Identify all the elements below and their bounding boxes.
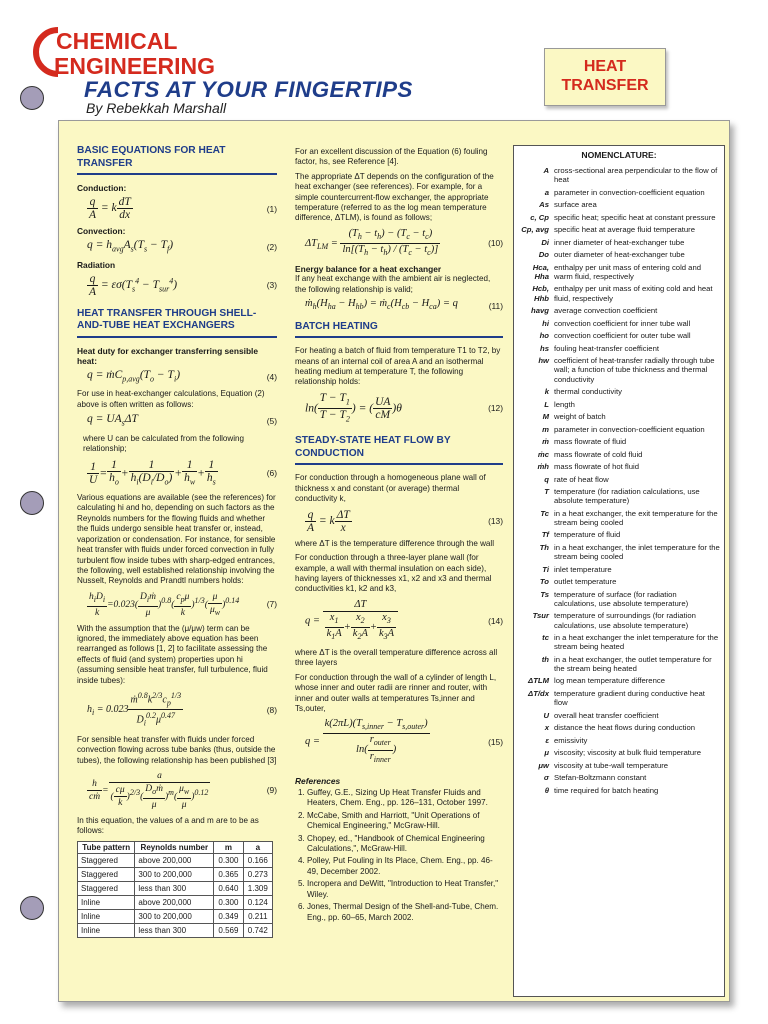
- list-item: [518, 655, 720, 673]
- nomenclature-symbol: μw: [538, 760, 549, 770]
- binder-hole-icon: [20, 896, 44, 920]
- binder-hole-icon: [20, 86, 44, 110]
- equation-1: $\frac{q}{A}$ = k $\frac{dT}{dx}$ (1): [89, 196, 277, 222]
- conduction-label: Conduction:: [77, 183, 127, 193]
- brand-line2: ENGINEERING: [54, 53, 216, 79]
- list-item: 4. Polley, Put Fouling in Its Place, Chem. Eng., pp. 46-49, December 2002.: [307, 856, 503, 877]
- table-cell: 300 to 200,000: [135, 910, 214, 924]
- nomenclature-definition: enthalpy per unit mass of exiting cold and heat fluid, respectively: [554, 284, 713, 303]
- list-item: [518, 425, 720, 434]
- nomenclature-definition: rate of heat flow: [554, 474, 609, 484]
- section-title-steady-state: STEADY-STATE HEAT FLOW BY CONDUCTION: [295, 435, 451, 459]
- list-item: [518, 400, 720, 409]
- list-item: [518, 723, 720, 732]
- paragraph: where ΔT is the overall temperature difference across all three layers: [295, 647, 498, 668]
- list-item: [518, 475, 720, 484]
- table-row: [78, 882, 273, 896]
- nomenclature-symbol: ṁc: [537, 449, 549, 459]
- nomenclature-box: [513, 145, 725, 997]
- equation-15: q = $k(2\pi L)(T_{s,inner} - T_{s,outer})$ ln( $\frac{r_{outer}}{r_{inner}}$ ) (15): [305, 718, 503, 764]
- list-item: [518, 786, 720, 795]
- nomenclature-definition: outer diameter of heat-exchanger tube: [554, 250, 685, 260]
- table-cell: Staggered: [78, 854, 135, 868]
- list-item: [518, 773, 720, 782]
- nomenclature-definition: parameter in convection-coefficient equation: [554, 424, 705, 434]
- list-item: [518, 319, 720, 328]
- section-title-shell-tube: HEAT TRANSFER THROUGH SHELL-AND-TUBE HEAT EXCHANGERS: [77, 307, 257, 332]
- nomenclature-symbol: hs: [540, 343, 549, 353]
- nomenclature-title: NOMENCLATURE:: [581, 150, 657, 160]
- list-item: [518, 711, 720, 720]
- table-cell: Staggered: [78, 868, 135, 882]
- list-item: [518, 331, 720, 340]
- nomenclature-definition: mass flowrate of fluid: [554, 437, 627, 447]
- nomenclature-symbol: Hcb, Hhb: [532, 284, 549, 303]
- nomenclature-symbol: μ: [544, 748, 549, 758]
- table-cell: 0.365: [214, 868, 243, 882]
- nomenclature-definition: temperature of surroundings (for radiation calculations, use absolute temperature): [554, 611, 696, 630]
- table-cell: 0.273: [243, 868, 272, 882]
- paragraph: Various equations are available (see the references) for calculating hi and ho, depending on such factors as the Reynolds numbers for the flowing fluids and whether the fluids undergo sensible heat transfer or, instead, vaporization or condensation. For instance, for sensible heat transfer with fluids under forced convection in fully turbulent flow inside tubes with sharp-edged entrances, the following, well established relationship involving the Nusselt, Reynolds and Prandtl numbers holds:: [77, 493, 276, 586]
- list-item: [518, 225, 720, 234]
- nomenclature-symbol: m: [542, 424, 549, 434]
- paragraph: For conduction through a homogeneous plane wall of thickness x and constant (or average) thermal conductivity k,: [295, 473, 486, 504]
- paragraph: For heating a batch of fluid from temperature T1 to T2, by means of an internal coil of area A and an isothermal heating medium at temperature T, the following relationship holds:: [295, 346, 501, 387]
- section-title-batch: BATCH HEATING: [295, 320, 378, 332]
- radiation-label: Radiation: [77, 259, 116, 270]
- convection-label: Convection:: [77, 226, 126, 237]
- table-row: [78, 896, 273, 910]
- list-item: [518, 412, 720, 421]
- nomenclature-definition: parameter in convection-coefficient equation: [554, 187, 705, 197]
- table-cell: 0.211: [243, 910, 272, 924]
- table-cell: Inline: [78, 896, 135, 910]
- equation-13: $\frac{q}{A}$ = k $\frac{\Delta T}{x}$ (13): [307, 508, 503, 534]
- nomenclature-definition: viscosity at tube-wall temperature: [554, 760, 669, 770]
- nomenclature-definition: in a heat exchanger, the exit temperature for the stream being cooled: [554, 508, 718, 527]
- nomenclature-definition: in a heat exchanger, the outlet temperature for the stream being heated: [554, 654, 712, 673]
- section-rule: [77, 336, 277, 338]
- nomenclature-symbol: Tsur: [532, 611, 549, 621]
- nomenclature-definition: mass flowrate of hot fluid: [554, 462, 640, 472]
- nomenclature-symbol: ṁ: [542, 437, 549, 447]
- nomenclature-symbol: To: [539, 577, 549, 587]
- equation-6: $\frac{1}{U}$ = $\frac{1}{h_o}$ + $\frac{1}{h_i(D_i/D_o)}$ + $\frac{1}{h_w}$ + $\frac{1}{h_s}$ (6): [89, 458, 277, 487]
- nomenclature-definition: length: [554, 399, 575, 409]
- equation-14: q = ΔT $\frac{x_1}{k_1A}$ + $\frac{x_2}{k_2A}$ + $\frac{x_3}{k_3A}$ (14): [305, 598, 503, 641]
- nomenclature-symbol: σ: [543, 773, 549, 783]
- tube-pattern-table: [77, 841, 273, 939]
- table-cell: Inline: [78, 924, 135, 938]
- list-item: [518, 238, 720, 247]
- list-item: [518, 450, 720, 459]
- energy-balance-label: Energy balance for a heat exchanger: [295, 264, 442, 275]
- topic-line2: TRANSFER: [561, 77, 649, 94]
- list-item: 1. Guffey, G.E., Sizing Up Heat Transfer Fluids and Heaters, Chem. Eng., pp. 126–131, October 1997.: [307, 788, 503, 809]
- references-title: References: [295, 775, 341, 786]
- nomenclature-definition: convection coefficient for outer tube wall: [554, 331, 691, 341]
- table-header: a: [243, 841, 272, 854]
- paragraph: For conduction through the wall of a cylinder of length L, whose inner and outer radii are rinner and router, with inner and outer walls at temperatures Ts,inner and Ts,outer,: [295, 672, 497, 713]
- table-header: m: [214, 841, 243, 854]
- table-cell: 0.166: [243, 854, 272, 868]
- nomenclature-symbol: c, Cp: [530, 212, 549, 222]
- table-row: [78, 854, 273, 868]
- fact-card: [58, 120, 730, 1002]
- section-title-basic: BASIC EQUATIONS FOR HEAT TRANSFER: [77, 145, 226, 169]
- nomenclature-definition: specific heat; specific heat at constant pressure: [554, 212, 716, 222]
- table-header: Reynolds number: [135, 841, 214, 854]
- table-cell: 0.742: [243, 924, 272, 938]
- table-cell: 0.349: [214, 910, 243, 924]
- list-item: [518, 590, 720, 608]
- equation-11: $ṁ_h(H_{ha} - H_{hb})$ = $ṁ_c(H_{cb} - H_{ca}) = q$ (11): [305, 299, 503, 312]
- table-cell: Inline: [78, 910, 135, 924]
- heat-duty-label: Heat duty for exchanger transferring sensible heat:: [77, 345, 259, 367]
- list-item: [518, 306, 720, 315]
- equation-10: $\Delta T_{LM}$ = $\frac{(T_h - t_h) - (T_c - t_c)}{\ln[(T_h - t_h) / (T_c - t_c)]}$ (10): [305, 227, 503, 258]
- list-item: [518, 250, 720, 259]
- table-row: [78, 910, 273, 924]
- nomenclature-symbol: hw: [538, 356, 549, 366]
- list-item: [518, 462, 720, 471]
- nomenclature-definition: temperature gradient during conductive heat flow: [554, 688, 705, 708]
- list-item: 6. Jones, Thermal Design of the Shell-and-Tube, Chem. Eng., pp. 60–65, March 2002.: [307, 902, 503, 923]
- list-item: [518, 356, 720, 384]
- list-item: [518, 530, 720, 539]
- byline: By Rebekkah Marshall: [86, 100, 227, 116]
- equation-9: $\frac{h}{\text{cṁ}}$ = a ( $\frac{c\mu}{k}$ )$^{2/3}$( $\frac{D_oṁ}{\mu}$ )$^m$( $\frac{\mu_w}{\mu}$ )$^{0.12}$ (9): [89, 770, 277, 810]
- paragraph: where ΔT is the temperature difference through the wall: [295, 538, 495, 548]
- equation-12: ln( $\frac{T - T_1}{T - T_2}$ ) = ( $\frac{UA}{cM}$ )θ (12): [305, 391, 503, 424]
- nomenclature-symbol: x: [544, 723, 549, 733]
- nomenclature-symbol: a: [544, 187, 549, 197]
- list-item: [518, 166, 720, 184]
- table-cell: 0.300: [214, 896, 243, 910]
- nomenclature-symbol: T: [544, 487, 549, 497]
- list-item: [518, 543, 720, 561]
- nomenclature-definition: coefficient of heat-transfer radially through tube wall; a function of tube thickness and thermal conductivity: [554, 356, 715, 384]
- nomenclature-symbol: Ts: [540, 589, 549, 599]
- equation-5: $q = UA_s\Delta T$ (5): [87, 414, 277, 428]
- nomenclature-symbol: As: [539, 200, 549, 210]
- nomenclature-definition: overall heat transfer coefficient: [554, 710, 659, 720]
- nomenclature-symbol: Tf: [541, 530, 549, 540]
- nomenclature-symbol: tc: [542, 633, 549, 643]
- topic-line1: HEAT: [583, 58, 627, 75]
- list-item: 2. McCabe, Smith and Harriott, "Unit Operations of Chemical Engineering," McGraw-Hill.: [307, 811, 503, 832]
- nomenclature-list: [518, 166, 720, 795]
- nomenclature-definition: emissivity: [554, 735, 588, 745]
- paragraph: where U can be calculated from the following relationship;: [83, 433, 245, 454]
- nomenclature-symbol: ΔTLM: [528, 676, 549, 686]
- table-row: [78, 924, 273, 938]
- nomenclature-definition: time required for batch heating: [554, 785, 659, 795]
- nomenclature-symbol: Th: [539, 542, 549, 552]
- table-cell: less than 300: [135, 924, 214, 938]
- list-item: [518, 611, 720, 629]
- nomenclature-symbol: Tc: [540, 508, 549, 518]
- nomenclature-symbol: U: [543, 710, 549, 720]
- section-rule: [295, 336, 503, 338]
- nomenclature-symbol: Hca, Hha: [532, 262, 549, 281]
- nomenclature-symbol: ΔT/dx: [528, 688, 549, 698]
- nomenclature-definition: outlet temperature: [554, 577, 617, 587]
- list-item: [518, 487, 720, 505]
- paragraph: For conduction through a three-layer plane wall (for example, a wall with thermal insulation on each side), having layers of thicknesses x1, x2 and x3 and thermal conductivities k1, k2 and k3,: [295, 553, 492, 594]
- tagline: FACTS AT YOUR FINGERTIPS: [84, 77, 413, 102]
- nomenclature-definition: temperature of fluid: [554, 530, 621, 540]
- nomenclature-symbol: havg: [531, 306, 549, 316]
- list-item: [518, 284, 720, 302]
- nomenclature-definition: thermal conductivity: [554, 387, 622, 397]
- list-item: 3. Chopey, ed., "Handbook of Chemical Engineering Calculations,", McGraw-Hill.: [307, 834, 503, 855]
- table-row: [78, 868, 273, 882]
- nomenclature-symbol: Do: [538, 250, 549, 260]
- list-item: 5. Incropera and DeWitt, "Introduction to Heat Transfer," Wiley.: [307, 879, 503, 900]
- list-item: [518, 387, 720, 396]
- list-item: [518, 200, 720, 209]
- table-cell: 0.640: [214, 882, 243, 896]
- nomenclature-definition: in a heat exchanger, the inlet temperature for the stream being cooled: [554, 542, 720, 562]
- references-list: [295, 788, 503, 923]
- nomenclature-symbol: ṁh: [537, 462, 549, 472]
- table-cell: above 200,000: [135, 896, 214, 910]
- nomenclature-symbol: A: [543, 166, 549, 175]
- nomenclature-symbol: L: [544, 399, 549, 409]
- column-2: [295, 147, 503, 925]
- nomenclature-definition: weight of batch: [554, 412, 606, 422]
- table-cell: 0.300: [214, 854, 243, 868]
- list-item: [518, 263, 720, 281]
- list-item: [518, 761, 720, 770]
- equation-4: $q = ṁC_{p,avg}(T_o - T_i)$ (4): [87, 369, 277, 384]
- table-cell: 0.124: [243, 896, 272, 910]
- list-item: [518, 565, 720, 574]
- nomenclature-definition: viscosity; viscosity at bulk fluid temperature: [554, 748, 701, 758]
- paragraph: If any heat exchange with the ambient air is neglected, the following relationship is valid;: [295, 274, 491, 294]
- nomenclature-definition: distance the heat flows during conduction: [554, 723, 696, 733]
- equation-7: $\frac{h_iD_i}{k}$ =0.023( $\frac{D_iṁ}{\mu}$ )$^{0.8}$( $\frac{c_p\mu}{k}$ )$^{1/3}$( $\frac{\mu}{\mu_w}$ )$^{0.14}$ (7): [89, 591, 277, 618]
- equation-3: $\frac{q}{A}$ = $\varepsilon\sigma(T_s^4 - T_{sur}^4)$ (3): [89, 272, 277, 298]
- list-item: [518, 748, 720, 757]
- nomenclature-definition: enthalpy per unit mass of entering cold and warm fluid, respectively: [554, 262, 702, 281]
- nomenclature-symbol: Cp, avg: [521, 225, 549, 235]
- equation-2: $q = h_{avg}A_s(T_s - T_f)$ (2): [87, 239, 277, 254]
- table-cell: Staggered: [78, 882, 135, 896]
- table-header: Tube pattern: [78, 841, 135, 854]
- topic-tab: [544, 48, 666, 106]
- nomenclature-symbol: Di: [541, 237, 549, 247]
- nomenclature-definition: surface area: [554, 200, 597, 210]
- nomenclature-definition: fouling heat-transfer coefficient: [554, 343, 659, 353]
- binder-hole-icon: [20, 491, 44, 515]
- nomenclature-symbol: q: [544, 474, 549, 484]
- nomenclature-definition: Stefan-Boltzmann constant: [554, 773, 647, 783]
- nomenclature-symbol: Ti: [542, 564, 549, 574]
- brand-line1: CHEMICAL: [56, 28, 178, 54]
- list-item: [518, 509, 720, 527]
- paragraph: For an excellent discussion of the Equation (6) fouling factor, hs, see Reference [4].: [295, 147, 488, 167]
- paragraph: In this equation, the values of a and m are to be as follows:: [77, 815, 259, 836]
- nomenclature-definition: inlet temperature: [554, 564, 612, 574]
- nomenclature-definition: cross-sectional area perpendicular to the flow of heat: [554, 166, 718, 185]
- chemical-engineering-logo: [30, 22, 260, 82]
- table-cell: above 200,000: [135, 854, 214, 868]
- table-cell: 300 to 200,000: [135, 868, 214, 882]
- table-cell: less than 300: [135, 882, 214, 896]
- list-item: [518, 344, 720, 353]
- list-item: [518, 633, 720, 651]
- nomenclature-definition: average convection coefficient: [554, 306, 658, 316]
- nomenclature-definition: temperature (for radiation calculations, use absolute temperature): [554, 487, 700, 506]
- paragraph: With the assumption that the (μ/μw) term can be ignored, the immediately above equation has been rearranged as follows [1, 2] to facilitate assessing the effects of fluid (and system) properties upon hi (assuming sensible heat transfer, full turbulence, fluid inside tubes):: [77, 623, 268, 685]
- table-cell: 1.309: [243, 882, 272, 896]
- list-item: [518, 188, 720, 197]
- nomenclature-symbol: ho: [539, 331, 549, 341]
- paragraph: For sensible heat transfer with fluids under forced convection flowing across tube banks (thus, outside the tubes), the following relationship has been published [3]: [77, 734, 277, 765]
- paragraph: The appropriate ΔT depends on the configuration of the heat exchanger (see references). For example, for a simple countercurrent-flow exchanger, the appropriate temperature (referred to as the log mean temperature difference, ΔTLM), is found as follows;: [295, 171, 494, 223]
- section-rule: [295, 463, 503, 465]
- list-item: [518, 213, 720, 222]
- table-cell: 0.569: [214, 924, 243, 938]
- nomenclature-definition: convection coefficient for inner tube wall: [554, 318, 691, 328]
- nomenclature-definition: inner diameter of heat-exchanger tube: [554, 237, 685, 247]
- nomenclature-definition: specific heat at average fluid temperature: [554, 225, 696, 235]
- nomenclature-symbol: th: [541, 654, 549, 664]
- list-item: [518, 437, 720, 446]
- nomenclature-definition: mass flowrate of cold fluid: [554, 449, 643, 459]
- nomenclature-definition: in a heat exchanger the inlet temperature for the stream being heated: [554, 633, 719, 652]
- nomenclature-definition: temperature of surface (for radiation calculations, use absolute temperature): [554, 589, 689, 608]
- paragraph: For use in heat-exchanger calculations, Equation (2) above is often written as follows:: [77, 389, 265, 409]
- nomenclature-symbol: k: [544, 387, 549, 397]
- section-rule: [77, 173, 277, 175]
- nomenclature-symbol: M: [542, 412, 549, 422]
- equation-8: $h_i = 0.023$ $\frac{ṁ^{0.8}k^{2/3}c_p^{1/3}}{D_i^{0.2}\mu^{0.47}}$ (8): [87, 691, 277, 728]
- nomenclature-symbol: hi: [542, 318, 549, 328]
- nomenclature-symbol: θ: [544, 785, 549, 795]
- list-item: [518, 676, 720, 685]
- nomenclature-symbol: ε: [545, 735, 549, 745]
- column-1: [77, 145, 277, 938]
- list-item: [518, 689, 720, 707]
- nomenclature-definition: log mean temperature difference: [554, 676, 665, 686]
- list-item: [518, 736, 720, 745]
- list-item: [518, 577, 720, 586]
